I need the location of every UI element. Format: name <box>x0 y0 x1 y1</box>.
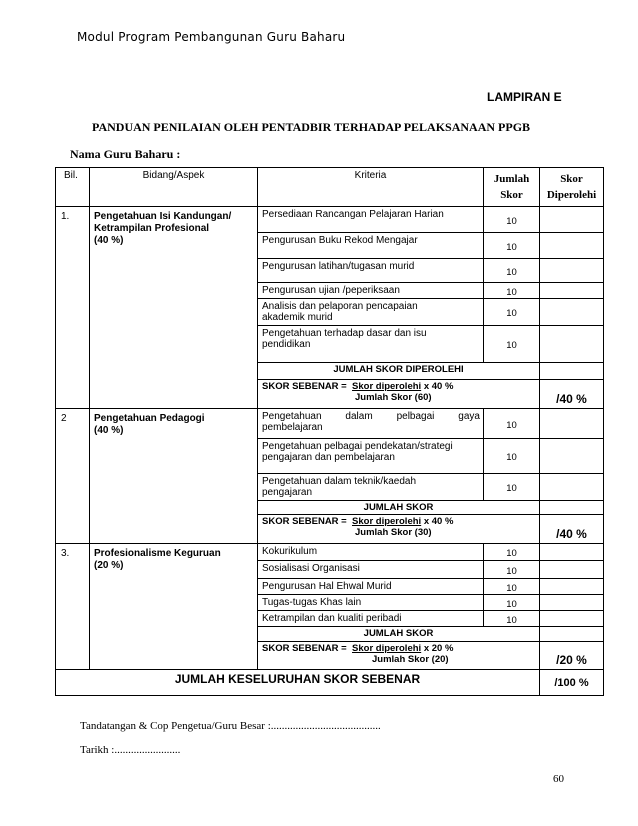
criteria-cell: Pengurusan Hal Ehwal Murid <box>258 579 484 595</box>
criteria-cell: Pengurusan Buku Rekod Mengajar <box>258 233 484 259</box>
subtotal-input[interactable] <box>540 627 604 642</box>
max-score-cell: 10 <box>484 259 540 283</box>
max-score-cell: 10 <box>484 611 540 627</box>
criteria-cell: Pengetahuan dalam pelbagai gaya pembelajaran <box>258 409 484 439</box>
date-line: Tarikh :........................ <box>80 744 181 756</box>
header-jumlah-skor: Jumlah Skor <box>484 168 540 207</box>
max-score-cell: 10 <box>484 544 540 561</box>
criteria-cell: Analisis dan pelaporan pencapaian akademik murid <box>258 299 484 326</box>
obtained-score-input[interactable] <box>540 595 604 611</box>
max-score-cell: 10 <box>484 439 540 474</box>
max-score-cell: 10 <box>484 233 540 259</box>
grand-total-label: JUMLAH KESELURUHAN SKOR SEBENAR <box>56 670 540 696</box>
formula-cell: SKOR SEBENAR = Skor diperolehi x 20 % Jumlah Skor (20) <box>258 642 540 670</box>
max-score-cell: 10 <box>484 409 540 439</box>
max-score-cell: 10 <box>484 283 540 299</box>
subtotal-label: JUMLAH SKOR <box>258 501 540 515</box>
header-skor-diperolehi: Skor Diperolehi <box>540 168 604 207</box>
obtained-score-input[interactable] <box>540 474 604 501</box>
teacher-name-label: Nama Guru Baharu : <box>70 147 181 161</box>
table-row <box>56 544 604 561</box>
criteria-cell: Pengetahuan terhadap dasar dan isu pendidikan <box>258 326 484 363</box>
obtained-score-input[interactable] <box>540 207 604 233</box>
subtotal-input[interactable] <box>540 501 604 515</box>
max-score-cell: 10 <box>484 579 540 595</box>
criteria-cell: Pengetahuan pelbagai pendekatan/strategi pengajaran dan pembelajaran <box>258 439 484 474</box>
assessment-table <box>55 167 604 696</box>
criteria-cell: Pengurusan latihan/tugasan murid <box>258 259 484 283</box>
max-percent: /40 % <box>540 380 604 409</box>
header-kriteria: Kriteria <box>258 168 484 207</box>
page-number: 60 <box>553 773 564 785</box>
obtained-score-input[interactable] <box>540 579 604 595</box>
table-row <box>56 409 604 439</box>
formula-cell: SKOR SEBENAR = Skor diperolehi x 40 % Jumlah Skor (60) <box>258 380 540 409</box>
criteria-cell: Ketrampilan dan kualiti peribadi <box>258 611 484 627</box>
obtained-score-input[interactable] <box>540 409 604 439</box>
signature-line: Tandatangan & Cop Pengetua/Guru Besar :........................................ <box>80 720 381 732</box>
subtotal-label: JUMLAH SKOR <box>258 627 540 642</box>
max-score-cell: 10 <box>484 474 540 501</box>
obtained-score-input[interactable] <box>540 544 604 561</box>
subtotal-label: JUMLAH SKOR DIPEROLEHI <box>258 363 540 380</box>
max-score-cell: 10 <box>484 326 540 363</box>
module-title: Modul Program Pembangunan Guru Baharu <box>77 30 346 44</box>
max-percent: /40 % <box>540 515 604 544</box>
header-bidang: Bidang/Aspek <box>90 168 258 207</box>
criteria-cell: Kokurikulum <box>258 544 484 561</box>
formula-cell: SKOR SEBENAR = Skor diperolehi x 40 % Jumlah Skor (30) <box>258 515 540 544</box>
obtained-score-input[interactable] <box>540 299 604 326</box>
max-score-cell: 10 <box>484 207 540 233</box>
section-3-bil: 3. <box>56 544 90 670</box>
criteria-cell: Tugas-tugas Khas lain <box>258 595 484 611</box>
section-1-aspek: Pengetahuan Isi Kandungan/ Ketrampilan Profesional (40 %) <box>90 207 258 409</box>
obtained-score-input[interactable] <box>540 561 604 579</box>
max-score-cell: 10 <box>484 561 540 579</box>
criteria-cell: Pengetahuan dalam teknik/kaedah pengajaran <box>258 474 484 501</box>
table-row <box>56 207 604 233</box>
max-score-cell: 10 <box>484 595 540 611</box>
document-title: PANDUAN PENILAIAN OLEH PENTADBIR TERHADAP PELAKSANAAN PPGB <box>92 120 531 134</box>
obtained-score-input[interactable] <box>540 283 604 299</box>
max-percent: /20 % <box>540 642 604 670</box>
header-bil: Bil. <box>56 168 90 207</box>
criteria-cell: Sosialisasi Organisasi <box>258 561 484 579</box>
obtained-score-input[interactable] <box>540 259 604 283</box>
grand-total-row <box>56 670 604 696</box>
obtained-score-input[interactable] <box>540 326 604 363</box>
section-2-bil: 2 <box>56 409 90 544</box>
criteria-cell: Persediaan Rancangan Pelajaran Harian <box>258 207 484 233</box>
max-score-cell: 10 <box>484 299 540 326</box>
table-header-row <box>56 168 604 207</box>
section-1-bil: 1. <box>56 207 90 409</box>
section-3-aspek: Profesionalisme Keguruan (20 %) <box>90 544 258 670</box>
grand-total-max: /100 % <box>540 670 604 696</box>
obtained-score-input[interactable] <box>540 233 604 259</box>
appendix-label: LAMPIRAN E <box>487 90 562 104</box>
criteria-cell: Pengurusan ujian /peperiksaan <box>258 283 484 299</box>
subtotal-input[interactable] <box>540 363 604 380</box>
obtained-score-input[interactable] <box>540 611 604 627</box>
section-2-aspek: Pengetahuan Pedagogi (40 %) <box>90 409 258 544</box>
obtained-score-input[interactable] <box>540 439 604 474</box>
